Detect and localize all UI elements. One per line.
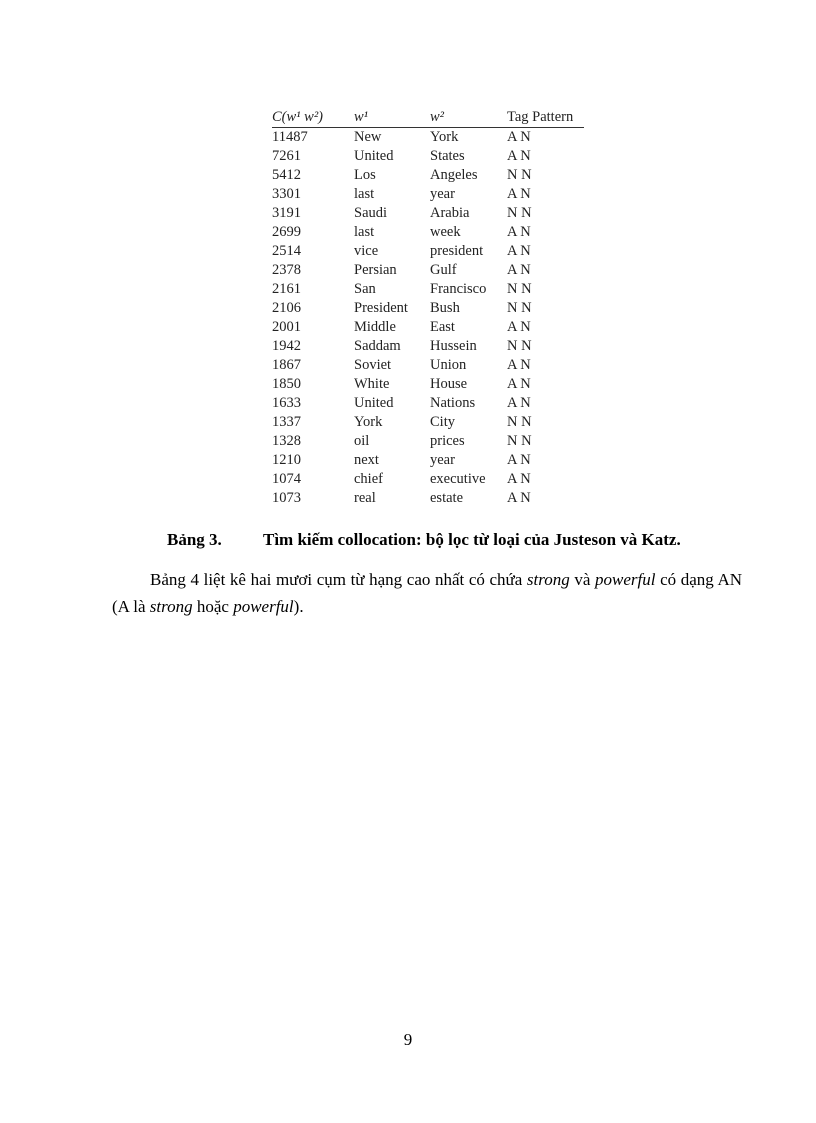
tag-pattern-cell: A N: [507, 224, 531, 240]
count-cell: 1942: [272, 338, 301, 354]
tag-pattern-cell: N N: [507, 433, 532, 449]
tag-pattern-cell: N N: [507, 338, 532, 354]
table-row: [272, 147, 584, 166]
header-tag-pattern: Tag Pattern: [507, 108, 584, 128]
table-row: [272, 280, 584, 299]
w2-cell: York: [430, 129, 459, 145]
w2-cell: House: [430, 376, 468, 392]
count-cell: 1328: [272, 433, 301, 449]
table-row: [272, 261, 584, 280]
w2-cell: Nations: [430, 395, 476, 411]
header-w2: w²: [430, 108, 507, 128]
count-cell: 2514: [272, 243, 301, 259]
w2-cell: Angeles: [430, 167, 478, 183]
tag-pattern-cell: A N: [507, 490, 531, 506]
w2-cell: States: [430, 148, 465, 164]
table-body: [272, 128, 584, 509]
w2-cell: Bush: [430, 300, 460, 316]
w2-cell: year: [430, 452, 455, 468]
w1-cell: Middle: [354, 319, 396, 335]
paragraph-emphasis: strong: [149, 597, 193, 616]
w2-cell: Arabia: [430, 205, 470, 221]
count-cell: 2106: [272, 300, 301, 316]
table-row: [272, 413, 584, 432]
paragraph-emphasis: powerful: [595, 570, 656, 589]
w2-cell: estate: [430, 490, 464, 506]
header-count: C(w¹ w²): [272, 108, 354, 128]
tag-pattern-cell: A N: [507, 395, 531, 411]
table-row: [272, 318, 584, 337]
paragraph-text: và: [569, 570, 596, 589]
count-cell: 1337: [272, 414, 301, 430]
w2-cell: week: [430, 224, 461, 240]
w1-cell: United: [354, 395, 394, 411]
page-number: 9: [403, 1030, 413, 1049]
caption-number: Bảng 3.: [167, 530, 222, 549]
w1-cell: Soviet: [354, 357, 392, 373]
table-row: [272, 432, 584, 451]
tag-pattern-cell: N N: [507, 167, 532, 183]
count-cell: 5412: [272, 167, 301, 183]
count-cell: 1074: [272, 471, 301, 487]
tag-pattern-cell: A N: [507, 319, 531, 335]
table-row: [272, 489, 584, 508]
paragraph-emphasis: powerful: [233, 597, 294, 616]
tag-pattern-cell: A N: [507, 452, 531, 468]
w1-cell: Los: [354, 167, 376, 183]
tag-pattern-cell: N N: [507, 281, 532, 297]
w1-cell: San: [354, 281, 376, 297]
body-paragraph: [112, 566, 742, 620]
count-cell: 1633: [272, 395, 301, 411]
count-cell: 1073: [272, 490, 301, 506]
count-cell: 11487: [272, 129, 308, 145]
table-caption: [167, 530, 681, 550]
w2-cell: Union: [430, 357, 467, 373]
count-cell: 2161: [272, 281, 301, 297]
table-row: [272, 470, 584, 489]
w1-cell: New: [354, 129, 382, 145]
paragraph-text: ).: [293, 597, 304, 616]
w1-cell: last: [354, 224, 375, 240]
w2-cell: president: [430, 243, 484, 259]
tag-pattern-cell: A N: [507, 357, 531, 373]
count-cell: 2699: [272, 224, 301, 240]
table-row: [272, 166, 584, 185]
caption-text: Tìm kiếm collocation: bộ lọc từ loại của Justeson và Katz.: [263, 530, 681, 549]
count-cell: 7261: [272, 148, 301, 164]
table-row: [272, 451, 584, 470]
paragraph-text: Bảng 4 liệt kê hai mươi cụm từ hạng cao nhất có chứa: [150, 570, 527, 589]
table-row: [272, 375, 584, 394]
w1-cell: next: [354, 452, 379, 468]
w2-cell: prices: [430, 433, 465, 449]
table-row: [272, 394, 584, 413]
tag-pattern-cell: A N: [507, 471, 531, 487]
table-row: [272, 128, 584, 148]
count-cell: 3301: [272, 186, 301, 202]
table-row: [272, 337, 584, 356]
w2-cell: Gulf: [430, 262, 457, 278]
w2-cell: year: [430, 186, 455, 202]
w2-cell: East: [430, 319, 455, 335]
w1-cell: Saddam: [354, 338, 401, 354]
table-row: [272, 204, 584, 223]
count-cell: 2001: [272, 319, 301, 335]
count-cell: 1867: [272, 357, 301, 373]
tag-pattern-cell: N N: [507, 300, 532, 316]
w1-cell: United: [354, 148, 394, 164]
tag-pattern-cell: A N: [507, 243, 531, 259]
w2-cell: executive: [430, 471, 486, 487]
tag-pattern-cell: A N: [507, 148, 531, 164]
w1-cell: Saudi: [354, 205, 388, 221]
count-cell: 2378: [272, 262, 301, 278]
table-row: [272, 242, 584, 261]
tag-pattern-cell: A N: [507, 129, 531, 145]
count-cell: 1850: [272, 376, 301, 392]
tag-pattern-cell: N N: [507, 414, 532, 430]
w1-cell: vice: [354, 243, 379, 259]
tag-pattern-cell: N N: [507, 205, 532, 221]
w1-cell: last: [354, 186, 375, 202]
paragraph-text: hoặc: [192, 597, 234, 616]
w2-cell: City: [430, 414, 455, 430]
count-cell: 1210: [272, 452, 301, 468]
header-w1: w¹: [354, 108, 430, 128]
tag-pattern-cell: A N: [507, 376, 531, 392]
paragraph-emphasis: strong: [526, 570, 570, 589]
w1-cell: oil: [354, 433, 370, 449]
w1-cell: Persian: [354, 262, 397, 278]
collocation-table-container: [272, 108, 584, 508]
table-header-row: [272, 108, 584, 128]
count-cell: 3191: [272, 205, 301, 221]
w2-cell: Hussein: [430, 338, 477, 354]
table-row: [272, 185, 584, 204]
table-row: [272, 356, 584, 375]
paragraph-text: có dạng AN (A là: [112, 570, 742, 616]
w1-cell: President: [354, 300, 408, 316]
w1-cell: White: [354, 376, 390, 392]
w1-cell: York: [354, 414, 383, 430]
tag-pattern-cell: A N: [507, 186, 531, 202]
w1-cell: real: [354, 490, 376, 506]
w1-cell: chief: [354, 471, 383, 487]
table-row: [272, 223, 584, 242]
collocation-table: [272, 108, 584, 508]
w2-cell: Francisco: [430, 281, 487, 297]
tag-pattern-cell: A N: [507, 262, 531, 278]
table-row: [272, 299, 584, 318]
